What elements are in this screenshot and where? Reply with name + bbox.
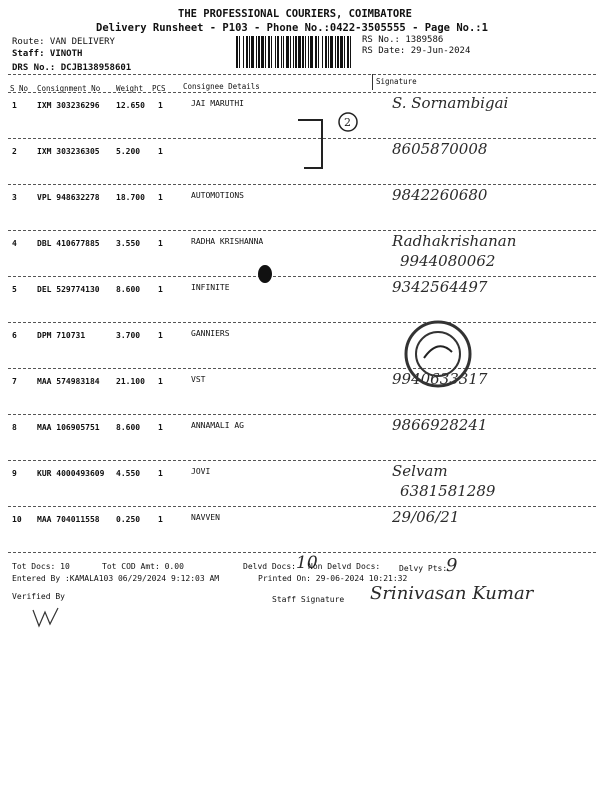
verifier-signature [30, 604, 62, 630]
row-sno: 6 [12, 331, 17, 340]
row-consignee: VST [191, 375, 206, 384]
row-consignee: ANNAMALI AG [191, 421, 244, 430]
total-cod: Tot COD Amt: 0.00 [102, 562, 184, 571]
row-consignment: MAA 106905751 [37, 423, 100, 432]
row-weight: 8.600 [116, 285, 141, 294]
row-consignment: MAA 704011558 [37, 515, 100, 524]
row-weight: 12.650 [116, 101, 145, 110]
row-weight: 3.550 [116, 239, 141, 248]
row-consignee: JAI MARUTHI [191, 99, 244, 108]
row-consignment: KUR 4000493609 [37, 469, 105, 478]
row-divider [8, 230, 596, 231]
staff-label: Staff: VINOTH [12, 49, 83, 59]
row-weight: 4.550 [116, 469, 141, 478]
row-sno: 1 [12, 101, 17, 110]
row-consignment: VPL 948632278 [37, 193, 100, 202]
row-divider [8, 506, 596, 507]
row-sno: 7 [12, 377, 17, 386]
col-pcs: PCS [152, 84, 166, 93]
entered-by: Entered By :KAMALA103 06/29/2024 9:12:03 AM [12, 574, 220, 583]
row-divider [8, 276, 596, 277]
row-signature: 9842260680 [392, 186, 488, 204]
row-signature: S. Sornambigai [392, 94, 509, 112]
row-sno: 10 [12, 515, 22, 524]
verified-by-label: Verified By [12, 592, 65, 601]
col-consignee: Consignee Details [183, 82, 260, 91]
row-consignment: MAA 574983184 [37, 377, 100, 386]
company-title: THE PROFESSIONAL COURIERS, COIMBATORE [178, 8, 412, 20]
delivery-stamp [400, 318, 476, 390]
row-signature: 9866928241 [392, 416, 488, 434]
row-consignee: RADHA KRISHANNA [191, 237, 264, 246]
row-pcs: 1 [158, 101, 163, 110]
row-signature-phone: 9944080062 [400, 252, 496, 270]
col-sno: S No [10, 84, 29, 93]
runsheet-subtitle: Delivery Runsheet - P103 - Phone No.:0422-3505555 - Page No.:1 [96, 22, 488, 34]
row-sno: 8 [12, 423, 17, 432]
row-weight: 8.600 [116, 423, 141, 432]
rs-number: RS No.: 1389586 [362, 35, 444, 45]
row-sno: 2 [12, 147, 17, 156]
rs-date: RS Date: 29-Jun-2024 [362, 46, 471, 56]
row-sno: 5 [12, 285, 17, 294]
header-divider-bottom [8, 92, 596, 93]
drs-number: DRS No.: DCJB138958601 [12, 63, 132, 73]
row-weight: 3.700 [116, 331, 141, 340]
bracket-note: 2 [344, 116, 351, 129]
col-consignment: Consignment No [37, 84, 101, 93]
row-pcs: 1 [158, 331, 163, 340]
row-signature-phone: 6381581289 [400, 482, 496, 500]
row-divider [8, 184, 596, 185]
staff-signature-label: Staff Signature [272, 595, 345, 604]
row-pcs: 1 [158, 469, 163, 478]
row-consignment: DBL 410677885 [37, 239, 100, 248]
row-consignee: GANNIERS [191, 329, 230, 338]
staff-signature-hand: Srinivasan Kumar [370, 583, 534, 604]
row-weight: 0.250 [116, 515, 141, 524]
row-consignee: AUTOMOTIONS [191, 191, 244, 200]
route-label: Route: VAN DELIVERY [12, 37, 115, 47]
delivery-points-label: Delvy Pts: [399, 564, 448, 573]
row-signature: 9940633317 [392, 370, 488, 388]
signature-column-divider [372, 74, 373, 90]
col-signature: Signature [376, 77, 417, 86]
non-delivered-docs-label: Non Delvd Docs: [308, 562, 381, 571]
row-consignee: NAVVEN [191, 513, 220, 522]
row-pcs: 1 [158, 285, 163, 294]
ink-blot [255, 263, 275, 285]
row-signature: 8605870008 [392, 140, 488, 158]
row-consignment: DPM 710731 [37, 331, 86, 340]
row-consignment: DEL 529774130 [37, 285, 100, 294]
row-signature: 29/06/21 [392, 508, 460, 526]
row-pcs: 1 [158, 193, 163, 202]
row-weight: 18.700 [116, 193, 145, 202]
row-sno: 3 [12, 193, 17, 202]
row-signature: Selvam [392, 462, 448, 480]
printed-on: Printed On: 29-06-2024 10:21:32 [258, 574, 408, 583]
row-divider [8, 322, 596, 323]
row-consignment: IXM 303236296 [37, 101, 100, 110]
row-consignee: JOVI [191, 467, 211, 476]
row-pcs: 1 [158, 239, 163, 248]
barcode [236, 36, 354, 70]
row-consignee: INFINITE [191, 283, 230, 292]
total-docs: Tot Docs: 10 [12, 562, 70, 571]
row-pcs: 1 [158, 147, 163, 156]
row-consignment: IXM 303236305 [37, 147, 100, 156]
bracket-mark [290, 112, 360, 174]
row-weight: 5.200 [116, 147, 141, 156]
delivery-points-hand: 9 [446, 555, 458, 576]
row-divider [8, 368, 596, 369]
row-pcs: 1 [158, 423, 163, 432]
delivered-docs-hand: 10 [296, 553, 318, 573]
header-divider-top [8, 74, 596, 75]
delivered-docs-label: Delvd Docs: [243, 562, 296, 571]
row-weight: 21.100 [116, 377, 145, 386]
row-sno: 9 [12, 469, 17, 478]
row-signature: Radhakrishanan [392, 232, 517, 250]
row-signature: 9342564497 [392, 278, 488, 296]
col-weight: Weight [116, 84, 144, 93]
row-sno: 4 [12, 239, 17, 248]
row-pcs: 1 [158, 515, 163, 524]
row-pcs: 1 [158, 377, 163, 386]
row-divider [8, 414, 596, 415]
row-divider [8, 460, 596, 461]
